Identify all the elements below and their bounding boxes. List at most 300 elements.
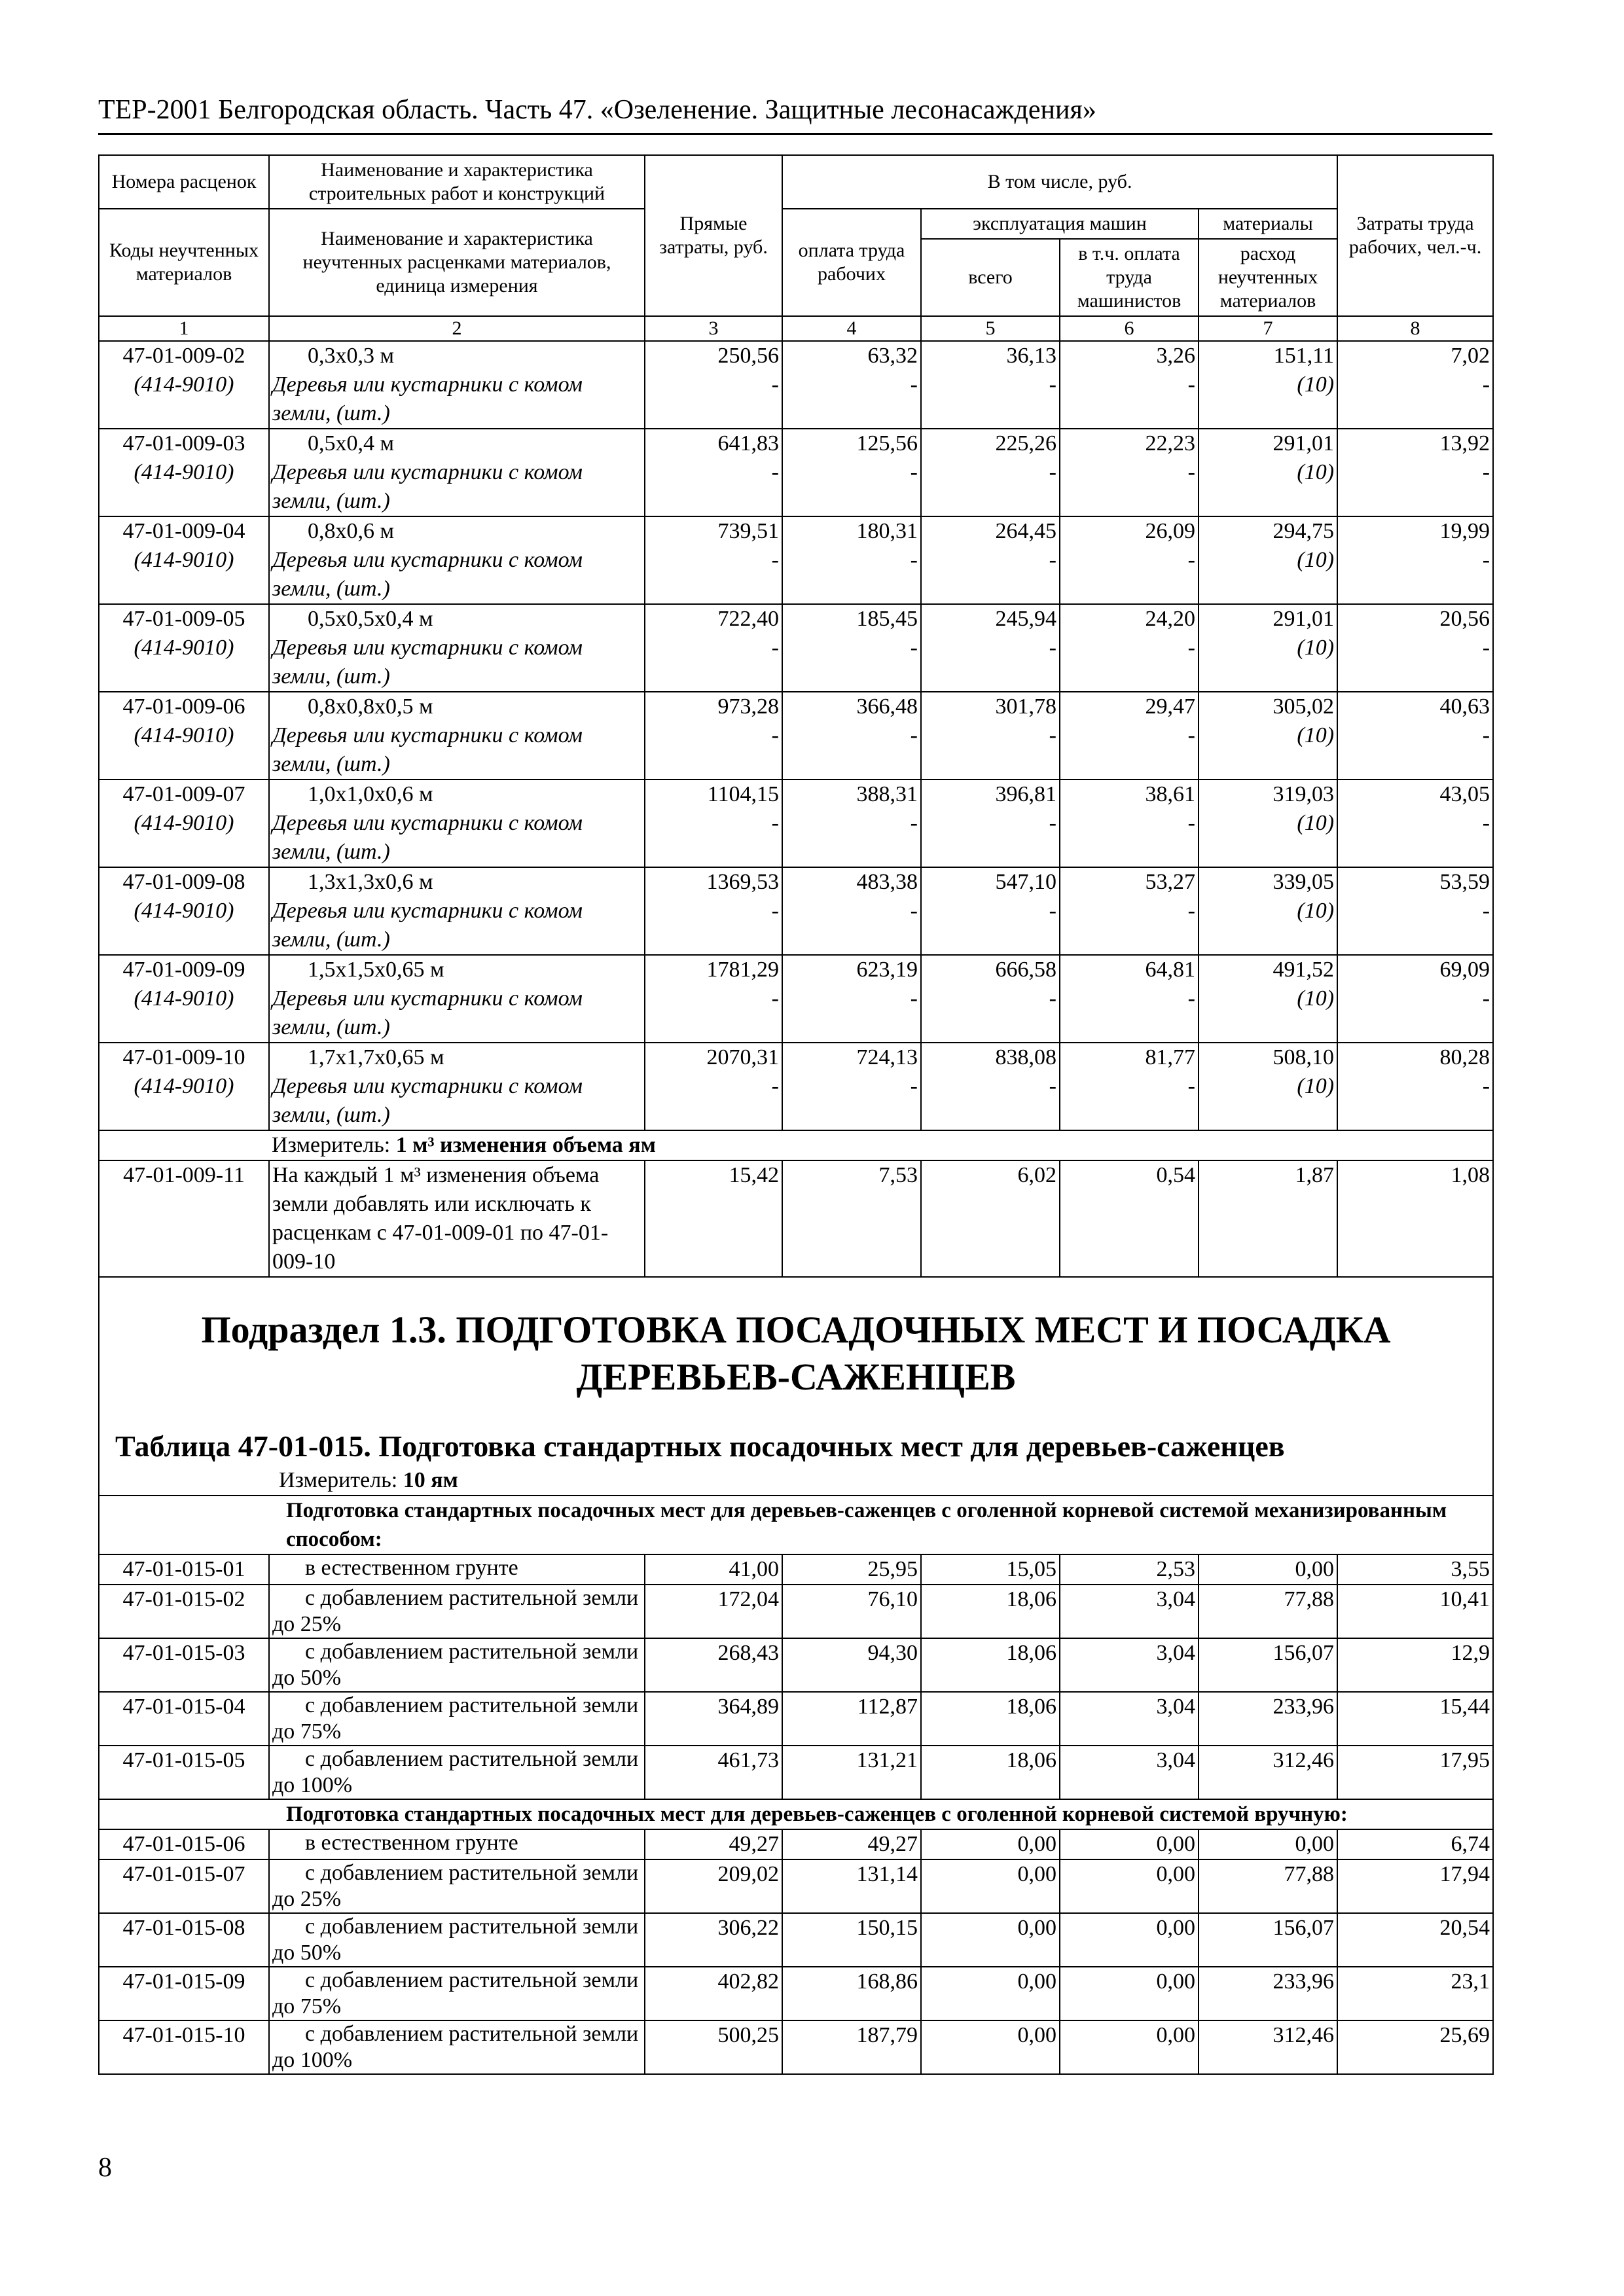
value-cell [921,1043,1060,1130]
rate-code: 47-01-009-04 [122,519,245,543]
value: 491,52 [1272,958,1335,982]
value-cell: 0,00 [1060,1859,1199,1913]
value: 973,28 [717,694,779,719]
table-row [99,1967,1493,2020]
value-cell: 23,1 [1337,1967,1493,2020]
col-code-header: Номера расценок [99,155,269,209]
page-number: 8 [98,2153,112,2183]
value-cell [645,1043,782,1130]
column-number: 8 [1337,316,1493,341]
value-cell [1060,429,1199,516]
dash: - [1187,460,1195,484]
dash: - [1187,811,1195,835]
value-cell: 0,00 [1199,1829,1337,1859]
value: 151,11 [1273,344,1335,368]
value: 64,81 [1145,958,1195,982]
rate-name: с добавлением растительной земли до 25% [269,1859,645,1913]
value-cell: 0,00 [1199,1554,1337,1585]
value-cell: 3,04 [1060,1692,1199,1746]
value-cell: 0,00 [1060,1913,1199,1967]
value: 641,83 [717,431,779,456]
material-code: (414-9010) [134,723,234,747]
rate-name: с добавлением растительной земли до 50% [269,1638,645,1692]
value: 80,28 [1439,1045,1490,1069]
value-cell: 6,02 [921,1160,1060,1277]
table-row [99,341,1493,429]
value: 250,56 [717,344,779,368]
value-cell [645,516,782,604]
material-consumption: (10) [1297,460,1335,484]
material-name: Деревья или кустарники с комом земли, (шт.) [272,723,583,776]
group-row [99,1799,1493,1829]
rate-name-cell [269,516,645,604]
table-row [99,1913,1493,1967]
value: 245,94 [995,607,1056,631]
col-operator-wages-header: в т.ч. оплата труда машинистов [1060,239,1199,316]
material-name: Деревья или кустарники с комом земли, (шт.) [272,811,583,864]
rate-code: 47-01-015-10 [99,2020,269,2074]
value-cell [921,955,1060,1043]
table-row [99,1746,1493,1799]
dash: - [771,636,779,660]
dash: - [910,811,918,835]
value: 26,09 [1145,519,1195,543]
material-name: Деревья или кустарники с комом земли, (шт.) [272,899,583,952]
value: 1104,15 [707,782,779,806]
dash: - [1049,811,1056,835]
rate-name: в естественном грунте [269,1554,645,1585]
materials-cell [1199,692,1337,780]
material-code: (414-9010) [134,636,234,660]
value-cell [1060,341,1199,429]
group-empty-cell [99,1799,269,1829]
meter-empty-cell [99,1130,269,1160]
dash: - [1482,899,1490,923]
dash: - [1049,899,1056,923]
material-name: Деревья или кустарники с комом земли, (шт.) [272,460,583,513]
table-row [99,604,1493,692]
value: 291,01 [1272,607,1335,631]
header-rule [98,133,1492,135]
value-cell: 209,02 [645,1859,782,1913]
table-row [99,429,1493,516]
column-number: 4 [782,316,921,341]
value-cell [645,867,782,955]
value: 1369,53 [706,870,779,894]
value-cell [1060,867,1199,955]
rate-code-cell [99,341,269,429]
material-consumption: (10) [1297,548,1335,572]
value-cell [782,692,921,780]
value-cell [645,341,782,429]
rate-name: 1,5х1,5х0,65 м [308,958,444,982]
value-cell: 364,89 [645,1692,782,1746]
value-cell: 3,04 [1060,1746,1199,1799]
value-cell [782,341,921,429]
value-cell: 18,06 [921,1638,1060,1692]
value-cell: 3,04 [1060,1638,1199,1692]
rate-code: 47-01-015-04 [99,1692,269,1746]
material-code: (414-9010) [134,460,234,484]
meter-label: Измеритель: [272,1133,396,1157]
value-cell [921,604,1060,692]
rate-name-cell [269,867,645,955]
value: 547,10 [995,870,1056,894]
meter-value: 10 ям [403,1468,458,1492]
value: 69,09 [1439,958,1490,982]
value-cell: 0,00 [921,2020,1060,2074]
value: 3,26 [1156,344,1195,368]
value: 7,02 [1451,344,1490,368]
value-cell: 0,00 [921,1829,1060,1859]
value-cell: 0,00 [1060,2020,1199,2074]
value-cell [782,955,921,1043]
labor-cell [1337,1043,1493,1130]
value-cell: 187,79 [782,2020,921,2074]
dash: - [1482,986,1490,1011]
value-cell: 0,00 [1060,1829,1199,1859]
rate-code: 47-01-009-03 [122,431,245,456]
column-number: 2 [269,316,645,341]
value-cell: 233,96 [1199,1692,1337,1746]
value-cell: 0,00 [921,1859,1060,1913]
value-cell: 131,14 [782,1859,921,1913]
value: 483,38 [856,870,918,894]
dash: - [1482,1074,1490,1098]
value-cell: 15,44 [1337,1692,1493,1746]
material-code: (414-9010) [134,811,234,835]
table-row [99,1692,1493,1746]
col-mat-name-header: Наименование и характеристика неучтенных расценками материалов, единица измерения [269,209,645,316]
value-cell [645,692,782,780]
table-row [99,1160,1493,1277]
dash: - [910,636,918,660]
value-cell: 0,54 [1060,1160,1199,1277]
dash: - [771,811,779,835]
rate-code-cell [99,516,269,604]
dash: - [1187,1074,1195,1098]
value: 366,48 [856,694,918,719]
value-cell [1060,692,1199,780]
rate-code: 47-01-009-06 [122,694,245,719]
rate-code: 47-01-009-10 [122,1045,245,1069]
rate-name: с добавлением растительной земли до 100% [269,1746,645,1799]
value: 301,78 [995,694,1056,719]
value-cell: 312,46 [1199,2020,1337,2074]
dash: - [771,986,779,1011]
value-cell: 306,22 [645,1913,782,1967]
dash: - [1187,636,1195,660]
rate-code: 47-01-015-07 [99,1859,269,1913]
value: 29,47 [1145,694,1195,719]
labor-cell [1337,516,1493,604]
dash: - [1482,723,1490,747]
rates-table [98,154,1494,2075]
value-cell: 10,41 [1337,1585,1493,1638]
value: 81,77 [1145,1045,1195,1069]
materials-cell [1199,1043,1337,1130]
material-consumption: (10) [1297,986,1335,1011]
value: 2070,31 [706,1045,779,1069]
dash: - [1482,372,1490,397]
material-consumption: (10) [1297,636,1335,660]
value: 722,40 [717,607,779,631]
dash: - [910,548,918,572]
rate-code: 47-01-009-08 [122,870,245,894]
table-row [99,955,1493,1043]
value: 724,13 [856,1045,918,1069]
labor-cell [1337,429,1493,516]
rate-name: с добавлением растительной земли до 75% [269,1692,645,1746]
value: 396,81 [995,782,1056,806]
value: 1781,29 [706,958,779,982]
material-code: (414-9010) [134,899,234,923]
meter-line [102,1466,1490,1495]
material-code: (414-9010) [134,986,234,1011]
value: 185,45 [856,607,918,631]
labor-cell [1337,692,1493,780]
value-cell [921,429,1060,516]
dash: - [1187,986,1195,1011]
value: 180,31 [856,519,918,543]
rate-name: 0,8х0,8х0,5 м [308,694,433,719]
value-cell: 268,43 [645,1638,782,1692]
value: 125,56 [856,431,918,456]
value-cell: 20,54 [1337,1913,1493,1967]
value-cell: 15,05 [921,1554,1060,1585]
table-row [99,516,1493,604]
rate-name-cell [269,604,645,692]
table-row [99,1585,1493,1638]
dash: - [1187,548,1195,572]
value: 291,01 [1272,431,1335,456]
rate-code-cell [99,955,269,1043]
value: 388,31 [856,782,918,806]
value: 305,02 [1272,694,1335,719]
dash: - [771,723,779,747]
table-row [99,1554,1493,1585]
dash: - [910,1074,918,1098]
value-cell: 15,42 [645,1160,782,1277]
column-number: 1 [99,316,269,341]
value-cell [782,516,921,604]
labor-cell [1337,604,1493,692]
value-cell: 312,46 [1199,1746,1337,1799]
column-number: 7 [1199,316,1337,341]
dash: - [910,723,918,747]
value-cell [1060,516,1199,604]
table-title: Таблица 47-01-015. Подготовка стандартных посадочных мест для деревьев-саженцев [115,1429,1285,1463]
rate-name: с добавлением растительной земли до 50% [269,1913,645,1967]
value-cell: 77,88 [1199,1859,1337,1913]
meter-row [99,1130,1493,1160]
material-name: Деревья или кустарники с комом земли, (шт.) [272,372,583,425]
col-name-header: Наименование и характеристика строительных работ и конструкций [269,155,645,209]
rate-name: 0,8х0,6 м [308,519,395,543]
material-code: (414-9010) [134,1074,234,1098]
page-header: ТЕР-2001 Белгородская область. Часть 47. «Озеленение. Защитные лесонасаждения» [98,95,1096,125]
meter-label: Измеритель: [279,1468,403,1492]
rate-code-cell [99,692,269,780]
value-cell [1060,780,1199,867]
value: 40,63 [1439,694,1490,719]
rate-name: с добавлением растительной земли до 75% [269,1967,645,2020]
value-cell: 1,87 [1199,1160,1337,1277]
rate-name: 0,3х0,3 м [308,344,395,368]
value-cell [782,604,921,692]
table-row [99,2020,1493,2074]
value-cell: 41,00 [645,1554,782,1585]
value-cell: 2,53 [1060,1554,1199,1585]
dash: - [1049,460,1056,484]
rate-code: 47-01-015-02 [99,1585,269,1638]
col-group-header: В том числе, руб. [782,155,1337,209]
rate-name-cell [269,780,645,867]
material-consumption: (10) [1297,811,1335,835]
value-cell [645,955,782,1043]
material-code: (414-9010) [134,548,234,572]
value-cell [921,516,1060,604]
rate-code: 47-01-009-05 [122,607,245,631]
rate-code: 47-01-015-03 [99,1638,269,1692]
value-cell: 17,94 [1337,1859,1493,1913]
rate-name: 0,5х0,4 м [308,431,395,456]
value-cell: 402,82 [645,1967,782,2020]
material-consumption: (10) [1297,899,1335,923]
value: 19,99 [1439,519,1490,543]
material-consumption: (10) [1297,372,1335,397]
rate-code: 47-01-015-01 [99,1554,269,1585]
value-cell: 6,74 [1337,1829,1493,1859]
value-cell: 500,25 [645,2020,782,2074]
value-cell: 3,55 [1337,1554,1493,1585]
material-name: Деревья или кустарники с комом земли, (шт.) [272,1074,583,1127]
dash: - [1187,723,1195,747]
value-cell [645,429,782,516]
value-cell [782,867,921,955]
group-title: Подготовка стандартных посадочных мест для деревьев-саженцев с оголенной корневой системой механизированным способом: [269,1496,1493,1554]
dash: - [771,899,779,923]
dash: - [1049,1074,1056,1098]
table-row [99,1859,1493,1913]
dash: - [1482,548,1490,572]
rate-code-cell [99,780,269,867]
value-cell [921,341,1060,429]
rate-code-cell [99,429,269,516]
material-name: Деревья или кустарники с комом земли, (шт.) [272,548,583,601]
value-cell: 12,9 [1337,1638,1493,1692]
materials-cell [1199,341,1337,429]
value: 22,23 [1145,431,1195,456]
dash: - [1049,548,1056,572]
rate-name: 1,7х1,7х0,65 м [308,1045,444,1069]
rate-name: 1,3х1,3х0,6 м [308,870,433,894]
col-wages-header: оплата труда рабочих [782,209,921,316]
value: 264,45 [995,519,1056,543]
col-direct-costs-header: Прямые затраты, руб. [645,155,782,316]
column-number: 3 [645,316,782,341]
value-cell: 77,88 [1199,1585,1337,1638]
value-cell [645,780,782,867]
value-cell [645,604,782,692]
value: 53,59 [1439,870,1490,894]
materials-cell [1199,955,1337,1043]
value-cell [921,692,1060,780]
dash: - [1049,636,1056,660]
value-cell: 76,10 [782,1585,921,1638]
rate-name: с добавлением растительной земли до 100% [269,2020,645,2074]
table-row [99,692,1493,780]
value-cell: 461,73 [645,1746,782,1799]
value-cell: 0,00 [1060,1967,1199,2020]
value: 838,08 [995,1045,1056,1069]
table-row [99,867,1493,955]
dash: - [910,899,918,923]
material-consumption: (10) [1297,1074,1335,1098]
meter-cell [269,1130,1493,1160]
materials-cell [1199,429,1337,516]
value-cell: 112,87 [782,1692,921,1746]
dash: - [1482,460,1490,484]
value-cell: 0,00 [921,1967,1060,2020]
group-empty-cell [99,1496,269,1554]
value: 623,19 [856,958,918,982]
materials-cell [1199,516,1337,604]
value-cell: 156,07 [1199,1638,1337,1692]
col-mat-consumption-header: расход неучтенных материалов [1199,239,1337,316]
value-cell: 49,27 [782,1829,921,1859]
rate-code: 47-01-009-02 [122,344,245,368]
meter-value: 1 м³ изменения объема ям [395,1133,656,1157]
value: 339,05 [1272,870,1335,894]
value: 38,61 [1145,782,1195,806]
value-cell [1060,604,1199,692]
dash: - [771,548,779,572]
col-materials-header: материалы [1199,209,1337,239]
labor-cell [1337,867,1493,955]
dash: - [771,372,779,397]
value-cell [782,429,921,516]
value: 43,05 [1439,782,1490,806]
rate-name-cell [269,692,645,780]
value-cell: 94,30 [782,1638,921,1692]
value-cell [1060,955,1199,1043]
rate-code: 47-01-015-05 [99,1746,269,1799]
value-cell: 18,06 [921,1585,1060,1638]
value: 36,13 [1006,344,1056,368]
value-cell: 131,21 [782,1746,921,1799]
value-cell: 0,00 [921,1913,1060,1967]
section-row [99,1277,1493,1496]
value: 666,58 [995,958,1056,982]
value-cell: 17,95 [1337,1746,1493,1799]
rate-name-cell [269,341,645,429]
rate-code-cell [99,1043,269,1130]
section-block [99,1277,1493,1496]
rate-name: 0,5х0,5х0,4 м [308,607,433,631]
rate-name: На каждый 1 м³ изменения объема земли добавлять или исключать к расценкам с 47-01-009-01 по 47-01-009-10 [269,1160,645,1277]
value-cell: 25,95 [782,1554,921,1585]
value-cell: 233,96 [1199,1967,1337,2020]
materials-cell [1199,867,1337,955]
value-cell: 49,27 [645,1829,782,1859]
dash: - [1049,372,1056,397]
group-row [99,1496,1493,1554]
value: 53,27 [1145,870,1195,894]
value: 319,03 [1272,782,1335,806]
dash: - [771,1074,779,1098]
column-number: 5 [921,316,1060,341]
